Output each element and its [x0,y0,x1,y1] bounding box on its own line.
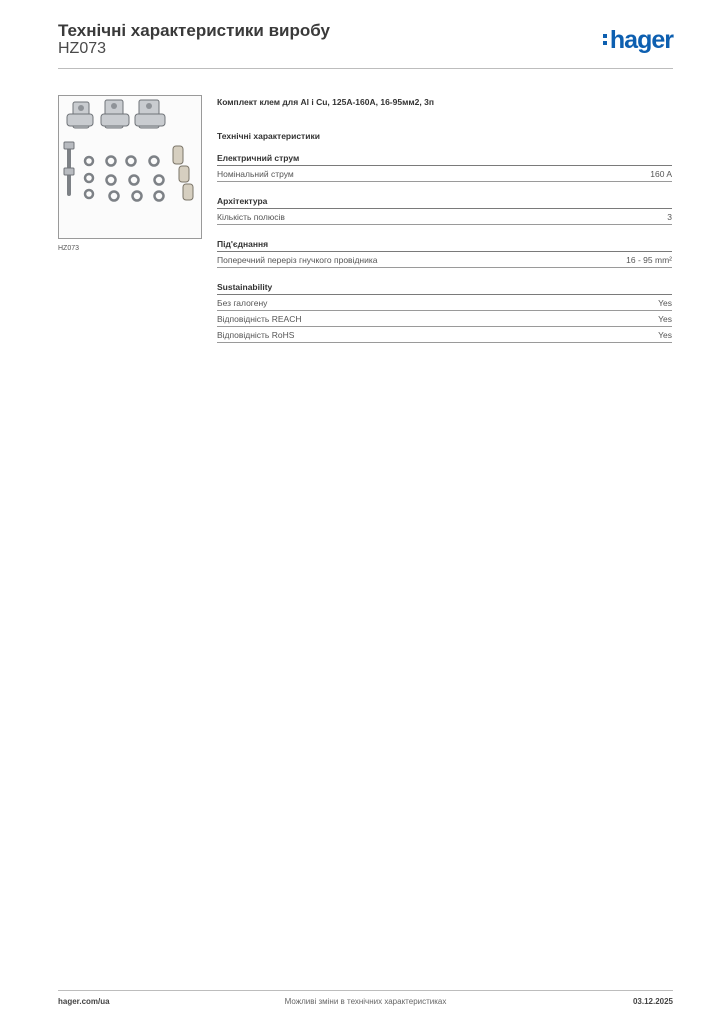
logo-text: hager [609,26,673,54]
page-header [58,20,673,68]
spec-row [217,327,672,343]
spec-label: Номінальний струм [217,169,294,179]
terminal-kit-illustration [59,96,201,238]
spec-group-sustainability [217,282,672,343]
product-name: Комплект клем для Al і Cu, 125A-160A, 16-95мм2, 3п [217,97,434,107]
spec-value: Yes [658,298,672,308]
section-heading: Технічні характеристики [217,131,320,141]
header-divider [58,68,673,69]
footer-divider [58,990,673,991]
specifications-panel [217,97,672,343]
spec-value: 16 - 95 mm² [626,255,672,265]
logo-dots-icon [603,26,608,48]
hager-logo [603,26,673,55]
spec-label: Відповідність RoHS [217,330,295,340]
product-code: HZ073 [58,40,107,57]
footer-website-link[interactable]: hager.com/ua [58,997,110,1006]
product-image [58,95,202,239]
spec-label: Відповідність REACH [217,314,302,324]
spec-value: Yes [658,330,672,340]
spec-row [217,252,672,268]
footer-note: Можливі зміни в технічних характеристиках [284,997,447,1006]
spec-value: 3 [667,212,672,222]
spec-group-title: Під'єднання [217,239,672,252]
spec-group-architecture [217,196,672,225]
spec-row [217,209,672,225]
spec-value: 160 A [650,169,672,179]
image-caption: HZ073 [58,245,80,252]
spec-group-title: Електричний струм [217,153,672,166]
spec-label: Без галогену [217,298,268,308]
spec-value: Yes [658,314,672,324]
spec-row [217,311,672,327]
spec-label: Кількість полюсів [217,212,285,222]
page-title: Технічні характеристики виробу [58,21,330,40]
spec-row [217,295,672,311]
spec-group-title: Sustainability [217,282,672,295]
spec-label: Поперечний переріз гнучкого провідника [217,255,378,265]
spec-group-electrical [217,153,672,182]
spec-group-connection [217,239,672,268]
spec-group-title: Архітектура [217,196,672,209]
footer-date: 03.12.2025 [632,997,673,1006]
spec-row [217,166,672,182]
